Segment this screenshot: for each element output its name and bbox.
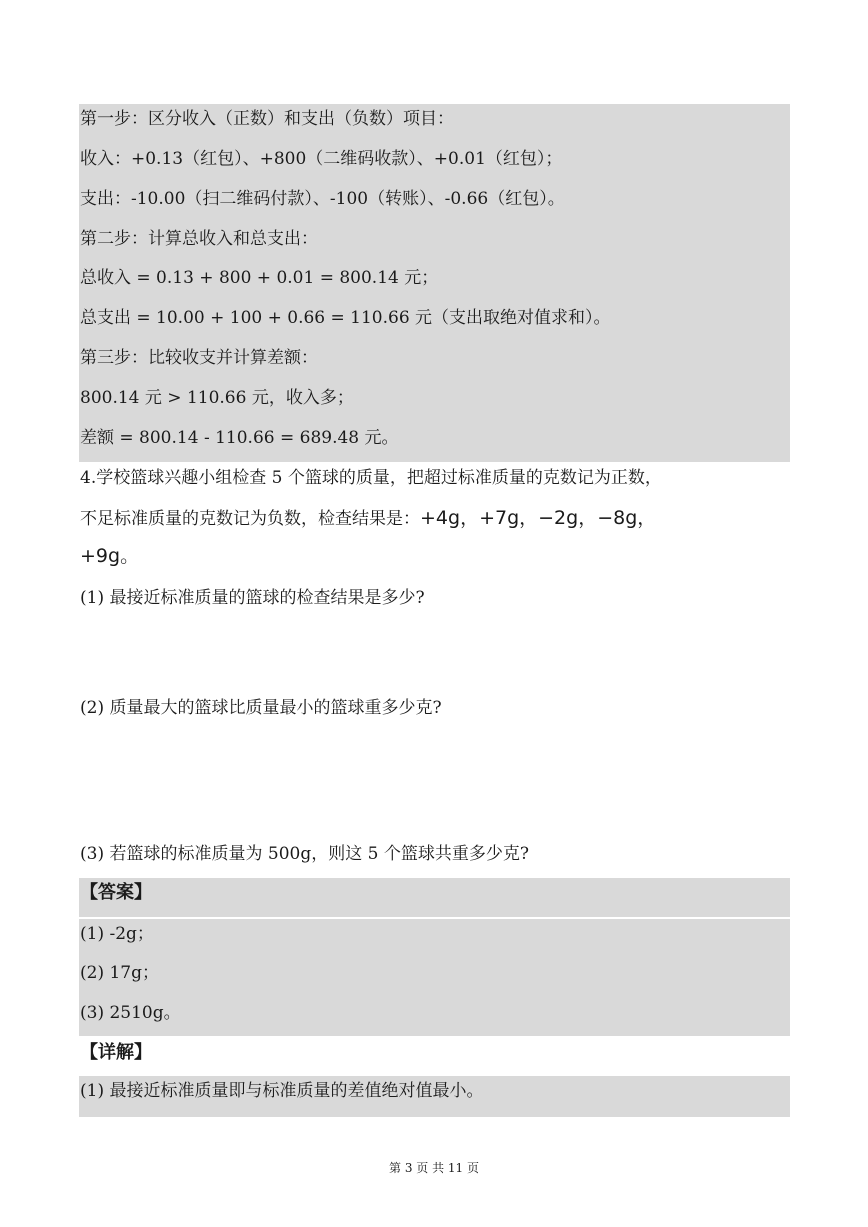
solution-line: 总收入 = 0.13 + 800 + 0.01 = 800.14 元； (80, 268, 439, 288)
solution-line: 第三步：比较收支并计算差额： (80, 348, 318, 368)
explanation-heading: 【详解】 (80, 1042, 152, 1063)
answer-item: (3) 2510g。 (80, 1003, 181, 1023)
explanation-item: (1) 最接近标准质量即与标准质量的差值绝对值最小。 (80, 1081, 484, 1101)
question-4-values: +4g，+7g，−2g，−8g， (420, 507, 657, 529)
question-4-text-continued (80, 506, 808, 531)
question-4-text-part: 不足标准质量的克数记为负数，检查结果是： (80, 509, 420, 529)
solution-line: 收入：+0.13（红包）、+800（二维码收款）、+0.01（红包）； (80, 149, 563, 169)
solution-line: 第二步：计算总收入和总支出： (80, 229, 318, 249)
question-4-sub-3: (3) 若篮球的标准质量为 500g，则这 5 个篮球共重多少克? (80, 844, 529, 864)
solution-line: 第一步：区分收入（正数）和支出（负数）项目： (80, 109, 454, 129)
answer-item: (2) 17g； (80, 963, 159, 983)
question-4-sub-1: (1) 最接近标准质量的篮球的检查结果是多少? (80, 588, 425, 608)
page-footer: 第 3 页 共 11 页 (389, 1161, 479, 1175)
solution-line: 差额 = 800.14 - 110.66 = 689.48 元。 (80, 428, 399, 448)
question-4-sub-2: (2) 质量最大的篮球比质量最小的篮球重多少克? (80, 698, 442, 718)
question-4-text: 4.学校篮球兴趣小组检查 5 个篮球的质量，把超过标准质量的克数记为正数， (80, 468, 662, 488)
solution-line: 总支出 = 10.00 + 100 + 0.66 = 110.66 元（支出取绝对值求和）。 (80, 308, 611, 328)
question-4-values-last: +9g。 (80, 545, 140, 567)
solution-line: 800.14 元 > 110.66 元，收入多； (80, 388, 354, 408)
answer-item: (1) -2g； (80, 924, 154, 944)
answer-heading: 【答案】 (80, 882, 152, 903)
solution-line: 支出：-10.00（扫二维码付款）、-100（转账）、-0.66（红包）。 (80, 189, 565, 209)
